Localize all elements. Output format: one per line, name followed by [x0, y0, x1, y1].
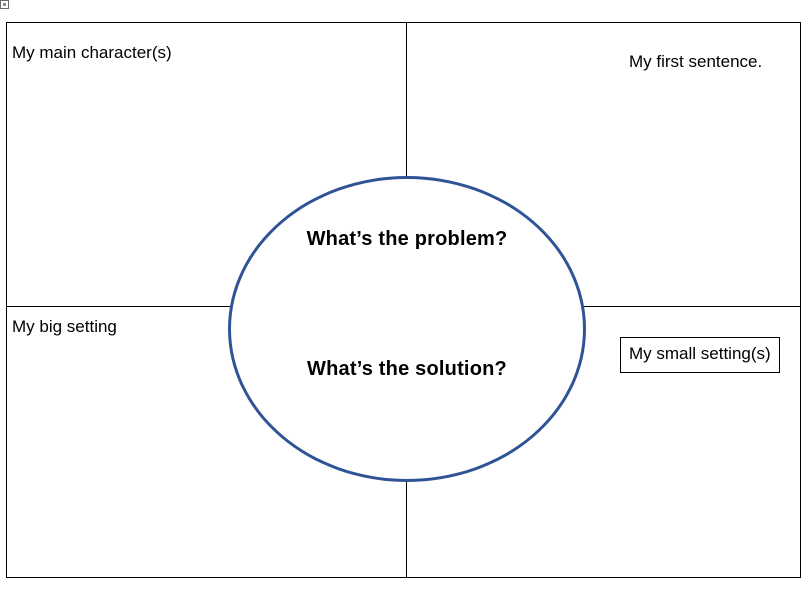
selection-handle-icon[interactable] — [0, 0, 9, 9]
quadrant-label-first-sentence: My first sentence. — [629, 52, 763, 71]
center-ellipse-shape[interactable] — [228, 176, 586, 482]
solution-label: What’s the solution? — [307, 358, 507, 380]
quadrant-label-small-settings[interactable]: My small setting(s) — [620, 337, 780, 373]
quadrant-label-main-characters: My main character(s) — [12, 43, 172, 62]
quadrant-label-big-setting: My big setting — [12, 317, 117, 336]
problem-label: What’s the problem? — [306, 228, 508, 250]
